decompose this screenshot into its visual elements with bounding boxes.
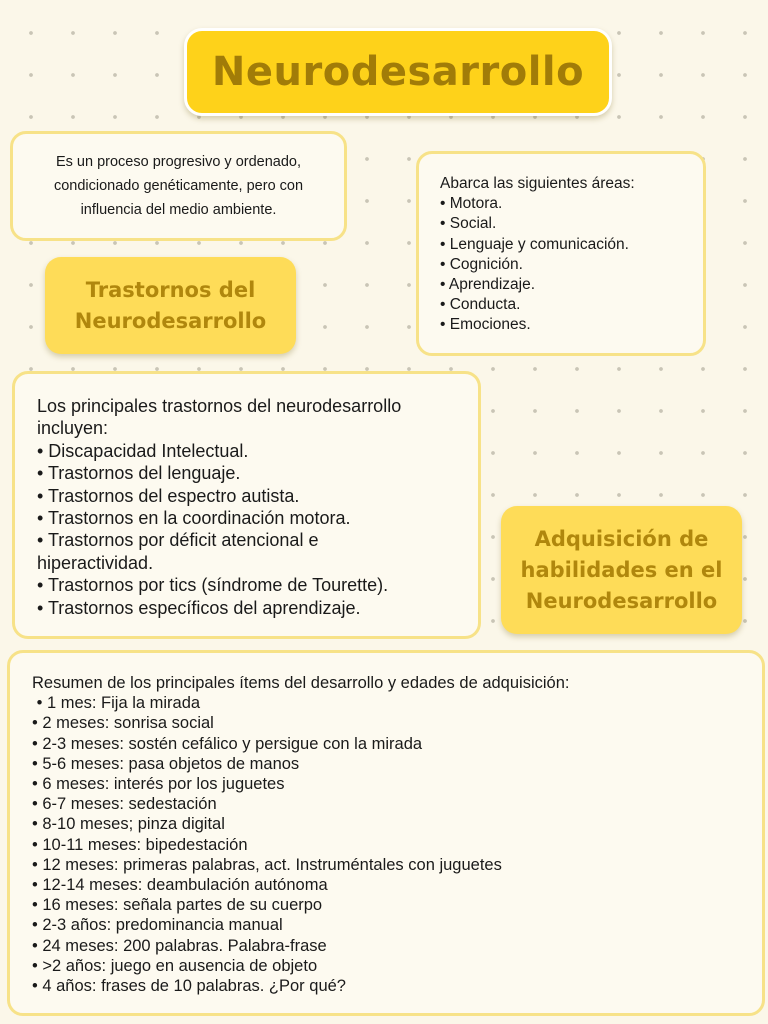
skills-heading-line: Neurodesarrollo bbox=[525, 588, 718, 613]
list-item: • Discapacidad Intelectual. bbox=[37, 440, 249, 461]
list-item: • Emociones. bbox=[440, 316, 531, 334]
disorders-intro: Los principales trastornos del neurodesarrollo incluyen: bbox=[37, 396, 402, 439]
list-item: • Social. bbox=[440, 215, 497, 233]
definition-text: Es un proceso progresivo y ordenado, condicionado genéticamente, pero con influencia del medio ambiente. bbox=[53, 154, 304, 218]
list-item: • 16 meses: señala partes de su cuerpo bbox=[32, 896, 323, 915]
list-item: • >2 años: juego en ausencia de objeto bbox=[32, 956, 318, 975]
milestones-card bbox=[7, 650, 765, 1016]
list-item: • 6 meses: interés por los juguetes bbox=[32, 775, 285, 794]
disorders-heading-line: Trastornos del bbox=[85, 277, 256, 302]
list-item: • Trastornos por tics (síndrome de Tourette). bbox=[37, 575, 389, 596]
list-item: • 24 meses: 200 palabras. Palabra-frase bbox=[32, 936, 327, 955]
list-item: • Lenguaje y comunicación. bbox=[440, 235, 629, 253]
list-item: • Aprendizaje. bbox=[440, 276, 536, 294]
disorders-card bbox=[12, 371, 481, 639]
areas-intro: Abarca las siguientes áreas: bbox=[440, 175, 635, 192]
list-item: • Trastornos por déficit atencional e hiperactividad. bbox=[37, 530, 319, 573]
milestones-intro: Resumen de los principales ítems del desarrollo y edades de adquisición: bbox=[32, 674, 570, 692]
list-item: • Motora. bbox=[440, 195, 503, 213]
list-item: • 2 meses: sonrisa social bbox=[32, 714, 214, 733]
disorders-heading-line: Neurodesarrollo bbox=[74, 308, 267, 333]
skills-heading bbox=[501, 506, 742, 634]
list-item: • 10-11 meses: bipedestación bbox=[32, 835, 248, 854]
page-title-banner bbox=[184, 28, 612, 116]
list-item: • 5-6 meses: pasa objetos de manos bbox=[32, 754, 300, 773]
skills-heading-line: Adquisición de bbox=[534, 526, 709, 551]
list-item: • 6-7 meses: sedestación bbox=[32, 795, 217, 814]
list-item: • 2-3 años: predominancia manual bbox=[32, 916, 283, 935]
list-item: • Trastornos en la coordinación motora. bbox=[37, 508, 351, 529]
definition-card bbox=[10, 131, 347, 241]
list-item: • Cognición. bbox=[440, 255, 523, 273]
list-item: • Trastornos específicos del aprendizaje. bbox=[37, 597, 361, 618]
disorders-heading bbox=[45, 257, 296, 354]
list-item: • 2-3 meses: sostén cefálico y persigue con la mirada bbox=[32, 734, 423, 753]
list-item: • 4 años: frases de 10 palabras. ¿Por qué? bbox=[32, 977, 346, 996]
list-item: • 12-14 meses: deambulación autónoma bbox=[32, 876, 328, 895]
list-item: • 1 mes: Fija la mirada bbox=[32, 694, 201, 713]
page-title: Neurodesarrollo bbox=[211, 49, 585, 95]
list-item: • Conducta. bbox=[440, 296, 521, 314]
list-item: • 12 meses: primeras palabras, act. Instruméntales con juguetes bbox=[32, 855, 502, 874]
list-item: • 8-10 meses; pinza digital bbox=[32, 815, 225, 834]
list-item: • Trastornos del espectro autista. bbox=[37, 485, 300, 506]
skills-heading-line: habilidades en el bbox=[520, 557, 723, 582]
areas-card bbox=[416, 151, 706, 356]
list-item: • Trastornos del lenguaje. bbox=[37, 463, 241, 484]
